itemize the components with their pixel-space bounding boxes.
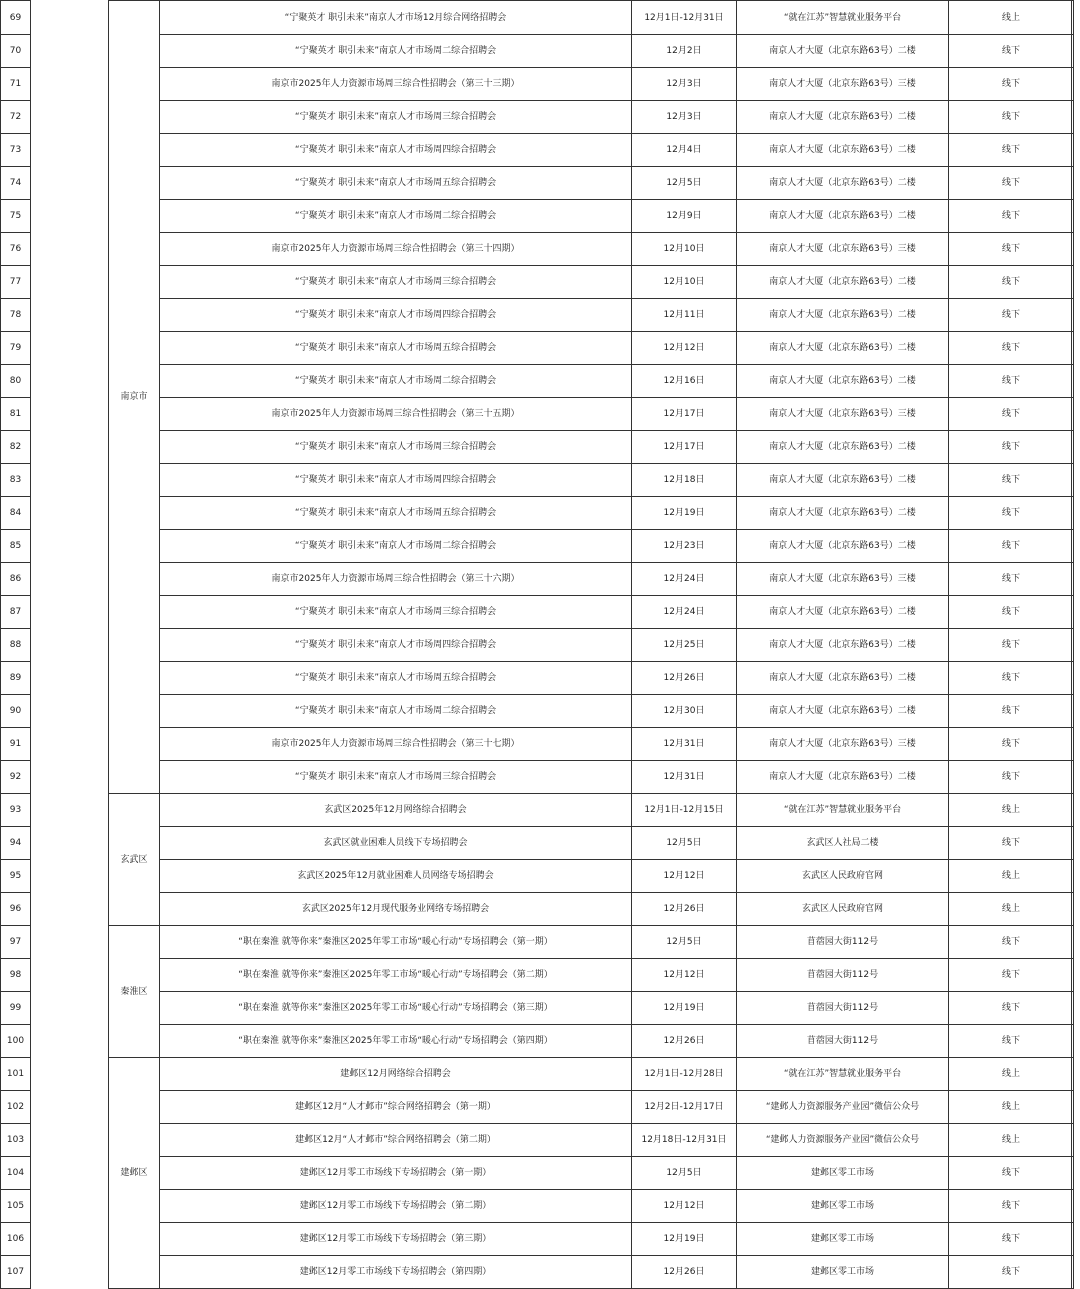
fair-mode: 线上 bbox=[949, 860, 1074, 893]
fair-date: 12月12日 bbox=[632, 332, 737, 365]
fair-location: “就在江苏”智慧就业服务平台 bbox=[737, 794, 949, 827]
row-number: 82 bbox=[1, 431, 31, 464]
fair-mode: 线下 bbox=[949, 1157, 1074, 1190]
table-row bbox=[1, 1124, 1074, 1157]
district-cell: 玄武区 bbox=[109, 794, 160, 926]
fair-location: 建邺区零工市场 bbox=[737, 1223, 949, 1256]
fair-mode: 线下 bbox=[949, 68, 1074, 101]
fair-mode: 线下 bbox=[949, 992, 1074, 1025]
row-number: 96 bbox=[1, 893, 31, 926]
fair-location: 南京人才大厦（北京东路63号）二楼 bbox=[737, 497, 949, 530]
fair-date: 12月17日 bbox=[632, 398, 737, 431]
fair-location: 玄武区人民政府官网 bbox=[737, 893, 949, 926]
fair-mode: 线下 bbox=[949, 134, 1074, 167]
table-row bbox=[1, 959, 1074, 992]
fair-name: “宁聚英才 职引未来”南京人才市场周二综合招聘会 bbox=[160, 35, 632, 68]
fair-mode: 线下 bbox=[949, 926, 1074, 959]
fair-date: 12月1日-12月31日 bbox=[632, 1, 737, 35]
row-number: 69 bbox=[1, 1, 31, 35]
table-row bbox=[1, 365, 1074, 398]
fair-date: 12月26日 bbox=[632, 1025, 737, 1058]
fair-mode: 线下 bbox=[949, 464, 1074, 497]
fair-location: 建邺区零工市场 bbox=[737, 1190, 949, 1223]
fair-name: “职在秦淮 就等你来”秦淮区2025年零工市场“暖心行动”专场招聘会（第四期） bbox=[160, 1025, 632, 1058]
row-number: 94 bbox=[1, 827, 31, 860]
fair-location: 南京人才大厦（北京东路63号）二楼 bbox=[737, 365, 949, 398]
row-number: 97 bbox=[1, 926, 31, 959]
fair-mode: 线下 bbox=[949, 233, 1074, 266]
fair-mode: 线下 bbox=[949, 695, 1074, 728]
fair-location: 建邺区零工市场 bbox=[737, 1157, 949, 1190]
city-cell bbox=[31, 266, 109, 299]
city-cell bbox=[31, 596, 109, 629]
city-cell bbox=[31, 893, 109, 926]
fair-date: 12月18日-12月31日 bbox=[632, 1124, 737, 1157]
fair-name: “宁聚英才 职引未来”南京人才市场周五综合招聘会 bbox=[160, 497, 632, 530]
fair-mode: 线下 bbox=[949, 299, 1074, 332]
row-number: 74 bbox=[1, 167, 31, 200]
fair-date: 12月26日 bbox=[632, 893, 737, 926]
fair-location: 南京人才大厦（北京东路63号）二楼 bbox=[737, 101, 949, 134]
fair-mode: 线下 bbox=[949, 959, 1074, 992]
city-cell bbox=[31, 1223, 109, 1256]
fair-mode: 线上 bbox=[949, 794, 1074, 827]
city-cell bbox=[31, 926, 109, 959]
fair-location: 南京人才大厦（北京东路63号）二楼 bbox=[737, 596, 949, 629]
fair-location: 南京人才大厦（北京东路63号）二楼 bbox=[737, 629, 949, 662]
fair-mode: 线下 bbox=[949, 167, 1074, 200]
fair-location: 南京人才大厦（北京东路63号）二楼 bbox=[737, 299, 949, 332]
fair-mode: 线下 bbox=[949, 596, 1074, 629]
fair-name: 建邺区12月网络综合招聘会 bbox=[160, 1058, 632, 1091]
fair-date: 12月31日 bbox=[632, 728, 737, 761]
fair-mode: 线下 bbox=[949, 1223, 1074, 1256]
city-cell bbox=[31, 860, 109, 893]
fair-name: “宁聚英才 职引未来”南京人才市场周二综合招聘会 bbox=[160, 200, 632, 233]
fair-mode: 线上 bbox=[949, 1124, 1074, 1157]
fair-date: 12月26日 bbox=[632, 1256, 737, 1289]
city-cell bbox=[31, 629, 109, 662]
fair-date: 12月2日-12月17日 bbox=[632, 1091, 737, 1124]
table-body bbox=[1, 1, 1074, 1289]
fair-date: 12月19日 bbox=[632, 497, 737, 530]
row-number: 107 bbox=[1, 1256, 31, 1289]
fair-name: 建邺区12月零工市场线下专场招聘会（第三期） bbox=[160, 1223, 632, 1256]
fair-name: 南京市2025年人力资源市场周三综合性招聘会（第三十四期） bbox=[160, 233, 632, 266]
fair-mode: 线下 bbox=[949, 1256, 1074, 1289]
fair-location: 南京人才大厦（北京东路63号）二楼 bbox=[737, 431, 949, 464]
table-row bbox=[1, 332, 1074, 365]
fair-mode: 线下 bbox=[949, 563, 1074, 596]
fair-mode: 线下 bbox=[949, 629, 1074, 662]
city-cell bbox=[31, 761, 109, 794]
fair-date: 12月30日 bbox=[632, 695, 737, 728]
row-number: 91 bbox=[1, 728, 31, 761]
row-number: 78 bbox=[1, 299, 31, 332]
fair-location: “建邺人力资源服务产业园”微信公众号 bbox=[737, 1091, 949, 1124]
city-cell bbox=[31, 398, 109, 431]
city-cell bbox=[31, 134, 109, 167]
fair-name: “宁聚英才 职引未来”南京人才市场周四综合招聘会 bbox=[160, 299, 632, 332]
fair-name: 玄武区2025年12月就业困难人员网络专场招聘会 bbox=[160, 860, 632, 893]
fair-mode: 线上 bbox=[949, 1058, 1074, 1091]
fair-location: 南京人才大厦（北京东路63号）二楼 bbox=[737, 200, 949, 233]
fair-mode: 线上 bbox=[949, 1091, 1074, 1124]
fair-date: 12月11日 bbox=[632, 299, 737, 332]
fair-location: 南京人才大厦（北京东路63号）二楼 bbox=[737, 167, 949, 200]
row-number: 92 bbox=[1, 761, 31, 794]
table-row bbox=[1, 926, 1074, 959]
row-number: 73 bbox=[1, 134, 31, 167]
city-cell bbox=[31, 233, 109, 266]
row-number: 71 bbox=[1, 68, 31, 101]
fair-date: 12月5日 bbox=[632, 827, 737, 860]
fair-date: 12月5日 bbox=[632, 167, 737, 200]
row-number: 102 bbox=[1, 1091, 31, 1124]
fair-mode: 线下 bbox=[949, 332, 1074, 365]
table-row bbox=[1, 1223, 1074, 1256]
fair-mode: 线下 bbox=[949, 398, 1074, 431]
city-cell bbox=[31, 695, 109, 728]
row-number: 79 bbox=[1, 332, 31, 365]
fair-location: “建邺人力资源服务产业园”微信公众号 bbox=[737, 1124, 949, 1157]
table-right-border bbox=[1071, 0, 1072, 1289]
fair-date: 12月2日 bbox=[632, 35, 737, 68]
table-row bbox=[1, 530, 1074, 563]
fair-date: 12月24日 bbox=[632, 563, 737, 596]
table-row bbox=[1, 761, 1074, 794]
table-row bbox=[1, 35, 1074, 68]
row-number: 95 bbox=[1, 860, 31, 893]
fair-name: 建邺区12月零工市场线下专场招聘会（第二期） bbox=[160, 1190, 632, 1223]
table-row bbox=[1, 596, 1074, 629]
city-cell bbox=[31, 497, 109, 530]
row-number: 105 bbox=[1, 1190, 31, 1223]
fair-date: 12月19日 bbox=[632, 1223, 737, 1256]
fair-date: 12月12日 bbox=[632, 959, 737, 992]
fair-location: 南京人才大厦（北京东路63号）二楼 bbox=[737, 530, 949, 563]
table-row bbox=[1, 893, 1074, 926]
city-cell bbox=[31, 1256, 109, 1289]
row-number: 80 bbox=[1, 365, 31, 398]
fair-location: “就在江苏”智慧就业服务平台 bbox=[737, 1, 949, 35]
fair-mode: 线下 bbox=[949, 662, 1074, 695]
fair-date: 12月18日 bbox=[632, 464, 737, 497]
city-cell bbox=[31, 1, 109, 35]
table-row bbox=[1, 662, 1074, 695]
row-number: 106 bbox=[1, 1223, 31, 1256]
table-row bbox=[1, 1091, 1074, 1124]
fair-name: “宁聚英才 职引未来”南京人才市场周三综合招聘会 bbox=[160, 266, 632, 299]
fair-name: “宁聚英才 职引未来”南京人才市场周三综合招聘会 bbox=[160, 596, 632, 629]
city-cell bbox=[31, 827, 109, 860]
row-number: 98 bbox=[1, 959, 31, 992]
fair-mode: 线下 bbox=[949, 827, 1074, 860]
city-cell bbox=[31, 299, 109, 332]
district-cell: 秦淮区 bbox=[109, 926, 160, 1058]
city-cell bbox=[31, 35, 109, 68]
fair-name: “职在秦淮 就等你来”秦淮区2025年零工市场“暖心行动”专场招聘会（第三期） bbox=[160, 992, 632, 1025]
fair-name: “宁聚英才 职引未来”南京人才市场周三综合招聘会 bbox=[160, 101, 632, 134]
fair-date: 12月17日 bbox=[632, 431, 737, 464]
fair-mode: 线下 bbox=[949, 1025, 1074, 1058]
fair-date: 12月25日 bbox=[632, 629, 737, 662]
fair-name: “宁聚英才 职引未来”南京人才市场周二综合招聘会 bbox=[160, 365, 632, 398]
fair-date: 12月1日-12月28日 bbox=[632, 1058, 737, 1091]
fair-name: “宁聚英才 职引未来”南京人才市场周三综合招聘会 bbox=[160, 431, 632, 464]
fair-mode: 线下 bbox=[949, 365, 1074, 398]
fair-date: 12月3日 bbox=[632, 101, 737, 134]
table-row bbox=[1, 68, 1074, 101]
row-number: 101 bbox=[1, 1058, 31, 1091]
fair-date: 12月9日 bbox=[632, 200, 737, 233]
fair-name: “宁聚英才 职引未来”南京人才市场周五综合招聘会 bbox=[160, 167, 632, 200]
table-row bbox=[1, 497, 1074, 530]
fair-name: 玄武区就业困难人员线下专场招聘会 bbox=[160, 827, 632, 860]
table-row bbox=[1, 398, 1074, 431]
city-cell bbox=[31, 1124, 109, 1157]
row-number: 93 bbox=[1, 794, 31, 827]
fair-name: “宁聚英才 职引未来”南京人才市场周三综合招聘会 bbox=[160, 761, 632, 794]
fair-name: “职在秦淮 就等你来”秦淮区2025年零工市场“暖心行动”专场招聘会（第一期） bbox=[160, 926, 632, 959]
fair-location: 南京人才大厦（北京东路63号）二楼 bbox=[737, 266, 949, 299]
row-number: 87 bbox=[1, 596, 31, 629]
fair-name: 南京市2025年人力资源市场周三综合性招聘会（第三十七期） bbox=[160, 728, 632, 761]
table-row bbox=[1, 299, 1074, 332]
row-number: 84 bbox=[1, 497, 31, 530]
city-cell bbox=[31, 431, 109, 464]
fair-date: 12月19日 bbox=[632, 992, 737, 1025]
fair-name: 南京市2025年人力资源市场周三综合性招聘会（第三十五期） bbox=[160, 398, 632, 431]
city-cell bbox=[31, 1025, 109, 1058]
fair-location: 南京人才大厦（北京东路63号）三楼 bbox=[737, 68, 949, 101]
table-row bbox=[1, 563, 1074, 596]
row-number: 86 bbox=[1, 563, 31, 596]
fair-mode: 线下 bbox=[949, 497, 1074, 530]
fair-name: “宁聚英才 职引未来”南京人才市场周四综合招聘会 bbox=[160, 629, 632, 662]
fair-date: 12月1日-12月15日 bbox=[632, 794, 737, 827]
fair-mode: 线下 bbox=[949, 728, 1074, 761]
fair-location: 苜蓿园大街112号 bbox=[737, 926, 949, 959]
row-number: 70 bbox=[1, 35, 31, 68]
fair-location: 南京人才大厦（北京东路63号）二楼 bbox=[737, 35, 949, 68]
table-row bbox=[1, 167, 1074, 200]
fair-mode: 线上 bbox=[949, 893, 1074, 926]
city-cell bbox=[31, 563, 109, 596]
fair-location: 南京人才大厦（北京东路63号）二楼 bbox=[737, 695, 949, 728]
fair-date: 12月10日 bbox=[632, 233, 737, 266]
table-row bbox=[1, 794, 1074, 827]
fair-location: 南京人才大厦（北京东路63号）二楼 bbox=[737, 464, 949, 497]
row-number: 103 bbox=[1, 1124, 31, 1157]
city-cell bbox=[31, 530, 109, 563]
fair-name: 南京市2025年人力资源市场周三综合性招聘会（第三十六期） bbox=[160, 563, 632, 596]
city-cell bbox=[31, 992, 109, 1025]
table-row bbox=[1, 200, 1074, 233]
table-row bbox=[1, 266, 1074, 299]
fair-location: 苜蓿园大街112号 bbox=[737, 959, 949, 992]
fair-mode: 线下 bbox=[949, 101, 1074, 134]
row-number: 99 bbox=[1, 992, 31, 1025]
fair-location: “就在江苏”智慧就业服务平台 bbox=[737, 1058, 949, 1091]
fair-date: 12月12日 bbox=[632, 1190, 737, 1223]
fair-name: “宁聚英才 职引未来”南京人才市场周二综合招聘会 bbox=[160, 695, 632, 728]
city-cell bbox=[31, 68, 109, 101]
fair-mode: 线上 bbox=[949, 1, 1074, 35]
row-number: 72 bbox=[1, 101, 31, 134]
fair-location: 南京人才大厦（北京东路63号）二楼 bbox=[737, 662, 949, 695]
city-cell bbox=[31, 1190, 109, 1223]
fair-mode: 线下 bbox=[949, 266, 1074, 299]
fair-location: 南京人才大厦（北京东路63号）三楼 bbox=[737, 728, 949, 761]
table-row bbox=[1, 233, 1074, 266]
table-row bbox=[1, 728, 1074, 761]
fair-date: 12月5日 bbox=[632, 1157, 737, 1190]
fair-date: 12月23日 bbox=[632, 530, 737, 563]
fair-date: 12月12日 bbox=[632, 860, 737, 893]
fair-name: “宁聚英才 职引未来”南京人才市场周五综合招聘会 bbox=[160, 332, 632, 365]
city-cell bbox=[31, 1157, 109, 1190]
fair-name: “宁聚英才 职引未来”南京人才市场周四综合招聘会 bbox=[160, 134, 632, 167]
row-number: 77 bbox=[1, 266, 31, 299]
fair-date: 12月16日 bbox=[632, 365, 737, 398]
table-row bbox=[1, 629, 1074, 662]
table-row bbox=[1, 860, 1074, 893]
city-cell bbox=[31, 794, 109, 827]
fair-name: 玄武区2025年12月现代服务业网络专场招聘会 bbox=[160, 893, 632, 926]
city-cell bbox=[31, 728, 109, 761]
fair-name: “宁聚英才 职引未来”南京人才市场周四综合招聘会 bbox=[160, 464, 632, 497]
fair-name: 建邺区12月“人才邺市”综合网络招聘会（第二期） bbox=[160, 1124, 632, 1157]
fair-mode: 线下 bbox=[949, 1190, 1074, 1223]
fair-date: 12月31日 bbox=[632, 761, 737, 794]
district-cell: 建邺区 bbox=[109, 1058, 160, 1289]
table-row bbox=[1, 1058, 1074, 1091]
row-number: 83 bbox=[1, 464, 31, 497]
fair-location: 南京人才大厦（北京东路63号）三楼 bbox=[737, 563, 949, 596]
table-row bbox=[1, 992, 1074, 1025]
fair-mode: 线下 bbox=[949, 761, 1074, 794]
fair-date: 12月24日 bbox=[632, 596, 737, 629]
fair-location: 玄武区人民政府官网 bbox=[737, 860, 949, 893]
row-number: 76 bbox=[1, 233, 31, 266]
fair-name: 建邺区12月零工市场线下专场招聘会（第一期） bbox=[160, 1157, 632, 1190]
city-cell bbox=[31, 365, 109, 398]
row-number: 90 bbox=[1, 695, 31, 728]
city-cell bbox=[31, 1058, 109, 1091]
row-number: 104 bbox=[1, 1157, 31, 1190]
fair-location: 南京人才大厦（北京东路63号）三楼 bbox=[737, 398, 949, 431]
fair-name: 建邺区12月零工市场线下专场招聘会（第四期） bbox=[160, 1256, 632, 1289]
fair-date: 12月4日 bbox=[632, 134, 737, 167]
table-row bbox=[1, 1256, 1074, 1289]
table-row bbox=[1, 134, 1074, 167]
table-row bbox=[1, 431, 1074, 464]
fair-mode: 线下 bbox=[949, 431, 1074, 464]
row-number: 100 bbox=[1, 1025, 31, 1058]
fair-date: 12月3日 bbox=[632, 68, 737, 101]
city-cell bbox=[31, 464, 109, 497]
fair-location: 南京人才大厦（北京东路63号）三楼 bbox=[737, 233, 949, 266]
fair-mode: 线下 bbox=[949, 530, 1074, 563]
fair-name: 南京市2025年人力资源市场周三综合性招聘会（第三十三期） bbox=[160, 68, 632, 101]
table-row bbox=[1, 1190, 1074, 1223]
row-number: 75 bbox=[1, 200, 31, 233]
table-row bbox=[1, 1157, 1074, 1190]
table-row bbox=[1, 695, 1074, 728]
fair-date: 12月10日 bbox=[632, 266, 737, 299]
fair-location: 苜蓿园大街112号 bbox=[737, 1025, 949, 1058]
table-row bbox=[1, 464, 1074, 497]
city-cell bbox=[31, 1091, 109, 1124]
city-cell bbox=[31, 167, 109, 200]
fair-name: “职在秦淮 就等你来”秦淮区2025年零工市场“暖心行动”专场招聘会（第二期） bbox=[160, 959, 632, 992]
fair-name: “宁聚英才 职引未来”南京人才市场周二综合招聘会 bbox=[160, 530, 632, 563]
fair-location: 南京人才大厦（北京东路63号）二楼 bbox=[737, 332, 949, 365]
table-row bbox=[1, 1, 1074, 35]
city-cell bbox=[31, 200, 109, 233]
fair-date: 12月26日 bbox=[632, 662, 737, 695]
table-row bbox=[1, 827, 1074, 860]
fair-location: 建邺区零工市场 bbox=[737, 1256, 949, 1289]
district-cell: 南京市 bbox=[109, 1, 160, 794]
row-number: 88 bbox=[1, 629, 31, 662]
city-cell bbox=[31, 959, 109, 992]
fair-mode: 线下 bbox=[949, 35, 1074, 68]
fair-name: 建邺区12月“人才邺市”综合网络招聘会（第一期） bbox=[160, 1091, 632, 1124]
fair-location: 南京人才大厦（北京东路63号）二楼 bbox=[737, 761, 949, 794]
fair-location: 南京人才大厦（北京东路63号）二楼 bbox=[737, 134, 949, 167]
fair-name: “宁聚英才 职引未来”南京人才市场12月综合网络招聘会 bbox=[160, 1, 632, 35]
city-cell bbox=[31, 662, 109, 695]
fair-date: 12月5日 bbox=[632, 926, 737, 959]
table-row bbox=[1, 101, 1074, 134]
table-row bbox=[1, 1025, 1074, 1058]
fair-mode: 线下 bbox=[949, 200, 1074, 233]
fair-name: “宁聚英才 职引未来”南京人才市场周五综合招聘会 bbox=[160, 662, 632, 695]
fair-location: 玄武区人社局二楼 bbox=[737, 827, 949, 860]
fair-location: 苜蓿园大街112号 bbox=[737, 992, 949, 1025]
row-number: 89 bbox=[1, 662, 31, 695]
city-cell bbox=[31, 101, 109, 134]
row-number: 85 bbox=[1, 530, 31, 563]
city-cell bbox=[31, 332, 109, 365]
fair-name: 玄武区2025年12月网络综合招聘会 bbox=[160, 794, 632, 827]
row-number: 81 bbox=[1, 398, 31, 431]
